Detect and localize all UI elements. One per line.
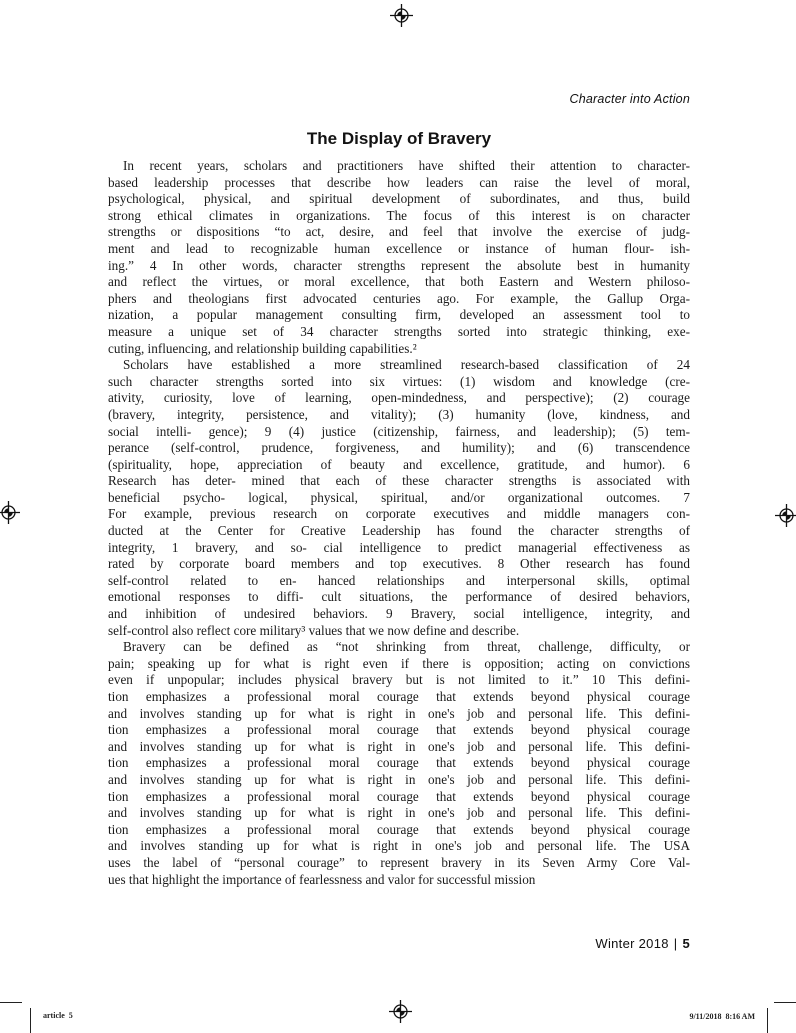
body-line: self-control related to en- hanced relationships and interpersonal skills, optimal <box>108 572 690 588</box>
body-line: cuting, influencing, and relationship building capabilities.² <box>108 340 417 356</box>
body-line: and involves standing up for what is right in one's job and personal life. This defini- <box>108 805 690 821</box>
body-line: self-control also reflect core military³ values that we now define and describe. <box>108 622 520 638</box>
slug-article-label: article 5 <box>43 1011 73 1020</box>
body-line: pain; speaking up for what is right even if there is opposition; acting on convictions <box>108 655 690 671</box>
body-line: social intelli- gence); 9 (4) justice (citizenship, fairness, and leadership); (5) tem- <box>108 423 690 439</box>
footer-separator: | <box>673 936 678 951</box>
body-line: Scholars have established a more streamlined research-based classification of 24 <box>123 357 690 373</box>
body-line: and involves standing up for what is right in one's job and personal life. This defini- <box>108 705 690 721</box>
body-line: ducted at the Center for Creative Leadership has found the character strengths of <box>108 523 690 539</box>
body-line: and involves standing up for what is right in one's job and personal life. This defini- <box>108 771 690 787</box>
body-line: ing.” 4 In other words, character strengths represent the absolute best in humanity <box>108 257 690 273</box>
footer-issue-label: Winter 2018 <box>595 936 669 951</box>
crop-mark-horizontal-left <box>0 1002 22 1003</box>
body-line: For example, previous research on corporate executives and middle managers con- <box>108 506 690 522</box>
body-line: perance (self-control, prudence, forgiveness, and humility); and (6) transcendence <box>108 440 690 456</box>
body-line: Research has deter- mined that each of these character strengths is associated with <box>108 473 690 489</box>
crop-mark-vertical-left <box>30 1008 31 1033</box>
body-line: tion emphasizes a professional moral courage that extends beyond physical courage <box>108 689 690 704</box>
body-line: phers and theologians first advocated centuries ago. For example, the Gallup Orga- <box>108 290 690 306</box>
running-head: Character into Action <box>569 92 690 106</box>
body-line: strengths or dispositions “to act, desire, and feel that involve the exercise of judg- <box>108 224 690 240</box>
registration-mark-icon <box>0 501 20 524</box>
body-line: ment and lead to recognizable human excellence or instance of human flour- ish- <box>108 240 690 256</box>
slug-timestamp: 9/11/2018 8:16 AM <box>689 1012 755 1021</box>
body-line: and involves standing up for what is right in one's job and personal life. The USA <box>108 838 690 854</box>
body-line: tion emphasizes a professional moral courage that extends beyond physical courage <box>108 821 690 837</box>
body-line: rated by corporate board members and top executives. 8 Other research has found <box>108 556 690 572</box>
body-line: Bravery can be defined as “not shrinking from threat, challenge, difficulty, or <box>123 639 690 655</box>
body-line: emotional responses to diffi- cult situations, the performance of desired behaviors, <box>108 589 690 605</box>
body-line: psychological, physical, and spiritual development of subordinates, and thus, build <box>108 191 690 207</box>
page-title: The Display of Bravery <box>306 129 492 148</box>
body-line: based leadership processes that describe how leaders can raise the level of moral, <box>108 174 690 190</box>
body-line: uses the label of “personal courage” to represent bravery in its Seven Army Core Val- <box>108 854 690 870</box>
body-line: In recent years, scholars and practitioners have shifted their attention to character- <box>123 158 690 173</box>
body-line: ativity, curiosity, love of learning, open-mindedness, and perspective); (2) courage <box>108 390 690 406</box>
body-line: (spirituality, hope, appreciation of beauty and excellence, gratitude, and humor). 6 <box>108 456 690 472</box>
body-line: even if unpopular; includes physical bravery but is not limited to it.” 10 This defini- <box>108 672 690 688</box>
body-line: and inhibition of undesired behaviors. 9 Bravery, social intelligence, integrity, and <box>108 606 690 622</box>
body-line: tion emphasizes a professional moral courage that extends beyond physical courage <box>108 755 690 771</box>
body-line: (bravery, integrity, persistence, and vitality); (3) humanity (love, kindness, and <box>108 406 690 422</box>
body-line: and involves standing up for what is right in one's job and personal life. This defini- <box>108 738 690 754</box>
body-line: tion emphasizes a professional moral courage that extends beyond physical courage <box>108 788 690 804</box>
footer-page-number: 5 <box>682 936 690 951</box>
body-line: and reflect the virtues, or moral excellence, that both Eastern and Western philoso- <box>108 274 690 290</box>
page-footer <box>108 936 690 951</box>
registration-mark-icon <box>775 504 796 527</box>
body-line: ues that highlight the importance of fearlessness and valor for successful mission <box>108 871 536 887</box>
crop-mark-horizontal-right <box>774 1002 796 1003</box>
body-line: nization, a popular management consulting firm, developed an assessment tool to <box>108 307 690 323</box>
body-line: strong ethical climates in organizations. The focus of this interest is on character <box>108 207 690 223</box>
article-body <box>108 158 690 888</box>
body-line: such character strengths sorted into six virtues: (1) wisdom and knowledge (cre- <box>108 373 690 389</box>
body-line: beneficial psycho- logical, physical, spiritual, and/or organizational outcomes. 7 <box>108 489 690 505</box>
registration-mark-icon <box>390 4 413 27</box>
body-line: tion emphasizes a professional moral courage that extends beyond physical courage <box>108 722 690 738</box>
body-line: measure a unique set of 34 character strengths sorted into strategic thinking, exe- <box>108 323 690 339</box>
body-line: integrity, 1 bravery, and so- cial intelligence to predict managerial effectiveness as <box>108 539 690 555</box>
crop-mark-vertical-right <box>767 1008 768 1033</box>
